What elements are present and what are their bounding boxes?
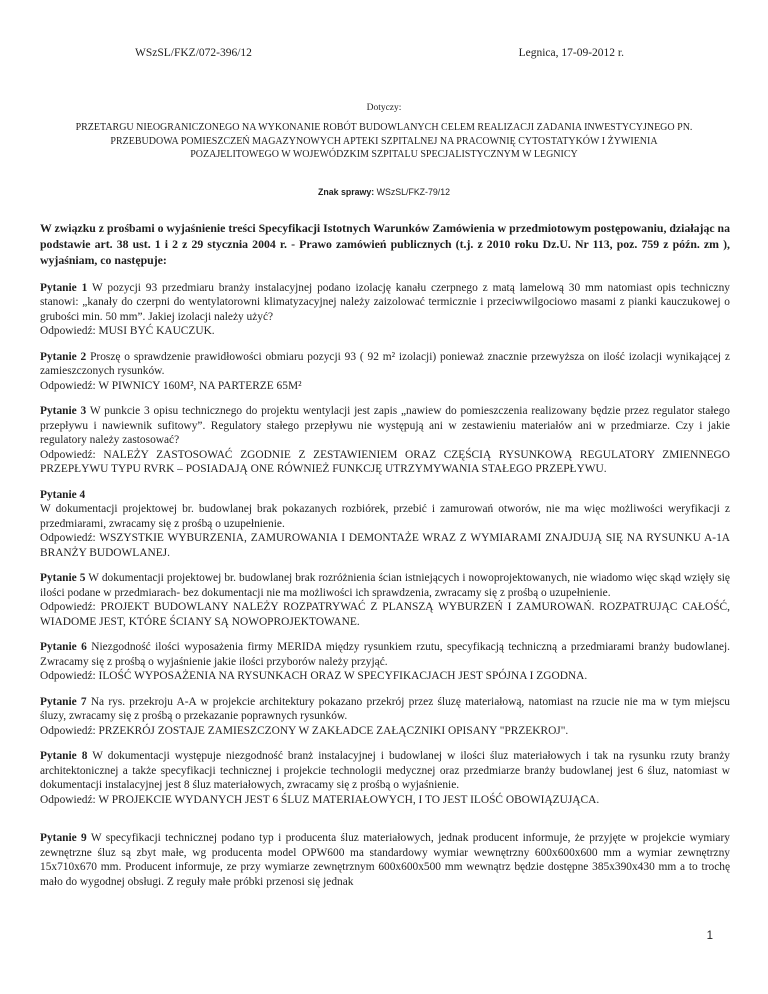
question-text: W pozycji 93 przedmiaru branży instalacyjnej podano izolację kanału czerpnego z matą lamelową 30 mm natomiast opis techniczny stanowi: „kanały do czerpni do wentylatorowni klimatyzacyjnej należy zaizolować termicznie i przeciwwilgociowo masami z pianki kauczukowej o grubości min. 50 mm”. Jakiej izolacji należy użyć?: [40, 281, 730, 323]
answer-text: Odpowiedź: ILOŚĆ WYPOSAŻENIA NA RYSUNKACH ORAZ W SPECYFIKACJACH JEST SPÓJNA I ZGODNA.: [40, 670, 588, 682]
question-paragraph: [40, 695, 730, 724]
regarding-label: Dotyczy:: [366, 103, 402, 113]
question-paragraph: [40, 831, 730, 889]
question-label: Pytanie 1: [40, 281, 88, 294]
question-block-5: [40, 571, 730, 629]
question-paragraph: [40, 281, 730, 325]
question-text: Na rys. przekroju A-A w projekcie architektury pokazano przekrój przez śluzę materiałową, natomiast na rzucie nie ma w tym miejscu śluzy, zwracamy się z prośbą o przekazanie poprawnych rysunków.: [40, 695, 730, 722]
questions-section: [40, 281, 730, 890]
question-label: Pytanie 5: [40, 572, 86, 584]
question-text: W dokumentacji projektowej br. budowlanej brak pokazanych rozbiórek, przebić i zamurowań otworów, nie ma więc możliwości weryfikacji z przedmiarami, zwracamy się z prośbą o uzupełnienie.: [40, 503, 730, 530]
question-paragraph: [40, 571, 730, 600]
question-text: W specyfikacji technicznej podano typ i producenta śluz materiałowych, jednak producent informuje, że przyjęte w projekcie wymiary zewnętrzne śluz są zbyt małe, wg producenta model OPW600 ma standardowy wymiar wewnętrzny 600x600x600 mm a wymiar zewnętrzny 15x710x670 mm. Producent informuje, ze przy wymiarze zewnętrznym 600x600x500 mm wewnątrz będzie dostępne 385x390x430 mm a to trochę mało do wygodnej obsługi. Z reguły małe próbki przenosi się jednak: [40, 832, 730, 888]
place-and-date: Legnica, 17-09-2012 r.: [518, 47, 624, 59]
question-text: W dokumentacji występuje niezgodność branż instalacyjnej i budowlanej w ilości śluz materiałowych i tak na rysunku rzuty branży architektonicznej a także specyfikacji technicznej i projekcie technologii medycznej oraz przedmiarze branży budowlanej jest 6 śluz, natomiast w dokumentacji instalacyjnej jest 8 śluz materiałowych, zwracamy się z prośbą o wyjaśnienie.: [40, 750, 730, 791]
question-label: Pytanie 2: [40, 350, 87, 363]
subject-paragraph: PRZETARGU NIEOGRANICZONEGO NA WYKONANIE ROBÓT BUDOWLANYCH CELEM REALIZACJI ZADANIA INWESTYCYJNEGO PN. PRZEBUDOWA POMIESZCZEŃ MAGAZYNOWYCH APTEKI SZPITALNEJ NA PRACOWNIĘ CYTOSTATYKÓW I ŻYWIENIA POZAJELITOWEGO W WOJEWÓDZKIM SZPITALU SPECJALISTYCZNYM W LEGNICY: [75, 122, 693, 160]
question-paragraph: [40, 350, 730, 379]
question-text: W dokumentacji projektowej br. budowlanej brak rozróżnienia ścian istniejących i nowoprojektowanych, nie wiadomo więc skąd wzięły się ilości podane w przedmiarach- bez dokumentacji nie ma możliwości ich sprawdzenia, zwracamy się z prośbą o uzupełnienie.: [40, 572, 730, 599]
question-block-1: [40, 281, 730, 339]
answer-text: Odpowiedź: W PIWNICY 160M², NA PARTERZE 65M²: [40, 379, 302, 392]
question-block-2: [40, 350, 730, 394]
answer-text: Odpowiedź: PROJEKT BUDOWLANY NALEŻY ROZPATRYWAĆ Z PLANSZĄ WYBURZEŃ I ZAMUROWAŃ. ROZPATRUJĄC CAŁOŚĆ, WIADOME JEST, KTÓRE ŚCIANY SĄ NOWOPROJEKTOWANE.: [40, 601, 730, 628]
case-number-label: Znak sprawy:: [317, 186, 375, 197]
question-text: W punkcie 3 opisu technicznego do projektu wentylacji jest zapis „nawiew do pomieszczenia realizowany będzie przez regulator stałego przepływu i nawiewnik sufitowy”. Regulatory stałego przepływu nie występują ani w zestawieniu materiałów ani w przedmiarze. Czy i jakie regulatory należy zastosować?: [40, 405, 730, 446]
question-paragraph: [40, 404, 730, 448]
answer-text: Odpowiedź: NALEŻY ZASTOSOWAĆ ZGODNIE Z ZESTAWIENIEM ORAZ CZĘŚCIĄ RYSUNKOWĄ REGULATORY ZMIENNEGO PRZEPŁYWU TYPU RVRK – POSIADAJĄ ONE RÓWNIEŻ FUNKCJĘ UTRZYMYWANIA STAŁEGO PRZEPŁYWU.: [40, 448, 730, 475]
question-paragraph: [40, 640, 730, 669]
answer-text: Odpowiedź: MUSI BYĆ KAUCZUK.: [40, 325, 215, 337]
question-block-6: [40, 640, 730, 684]
question-label: Pytanie 7: [40, 695, 87, 708]
answer-text: Odpowiedź: PRZEKRÓJ ZOSTAJE ZAMIESZCZONY W ZAKŁADCE ZAŁĄCZNIKI OPISANY "PRZEKROJ".: [40, 724, 569, 737]
question-block-4: [40, 488, 730, 561]
question-label: Pytanie 8: [40, 750, 88, 762]
page-number: 1: [706, 930, 713, 942]
question-label: Pytanie 6: [40, 641, 87, 653]
case-number-line: [0, 187, 768, 198]
document-header: [0, 0, 768, 60]
reference-number: WSzSL/FKZ/072-396/12: [135, 47, 252, 59]
question-block-8: [40, 749, 730, 807]
question-text: Proszę o sprawdzenie prawidłowości obmiaru pozycji 93 ( 92 m² izolacji) ponieważ znacznie przewyższa on ilość izolacji wynikającej z zamieszczonych rysunków.: [40, 350, 730, 377]
intro-paragraph: W związku z prośbami o wyjaśnienie treści Specyfikacji Istotnych Warunków Zamówienia w przedmiotowym postępowaniu, działając na podstawie art. 38 ust. 1 i 2 z 29 stycznia 2004 r. - Prawo zamówień publicznych (t.j. z 2010 roku Dz.U. Nr 113, poz. 759 z późn. zm ), wyjaśniam, co następuje:: [40, 220, 730, 267]
question-paragraph: [40, 749, 730, 793]
question-label: Pytanie 9: [40, 832, 87, 844]
answer-text: Odpowiedź: W PROJEKCIE WYDANYCH JEST 6 ŚLUZ MATERIAŁOWYCH, I TO JEST ILOŚĆ OBOWIĄZUJĄCA.: [40, 793, 600, 806]
question-label: Pytanie 3: [40, 405, 87, 417]
question-text: Niezgodność ilości wyposażenia firmy MERIDA między rysunkiem rzutu, specyfikacją techniczną a przedmiarami branży budowlanej. Zwracamy się z prośbą o wyjaśnienie jakie ilości przyborów należy przyjąć.: [40, 641, 730, 668]
question-paragraph: [40, 488, 730, 532]
case-number-value: WSzSL/FKZ-79/12: [376, 186, 451, 197]
question-block-7: [40, 695, 730, 739]
question-block-3: [40, 404, 730, 477]
question-label: Pytanie 4: [40, 488, 86, 501]
question-block-9: [40, 831, 730, 889]
answer-text: Odpowiedź: WSZYSTKIE WYBURZENIA, ZAMUROWANIA I DEMONTAŻE WRAZ Z WYMIARAMI ZNAJDUJĄ SIĘ NA RYSUNKU A-1A BRANŻY BUDOWLANEJ.: [40, 532, 730, 559]
